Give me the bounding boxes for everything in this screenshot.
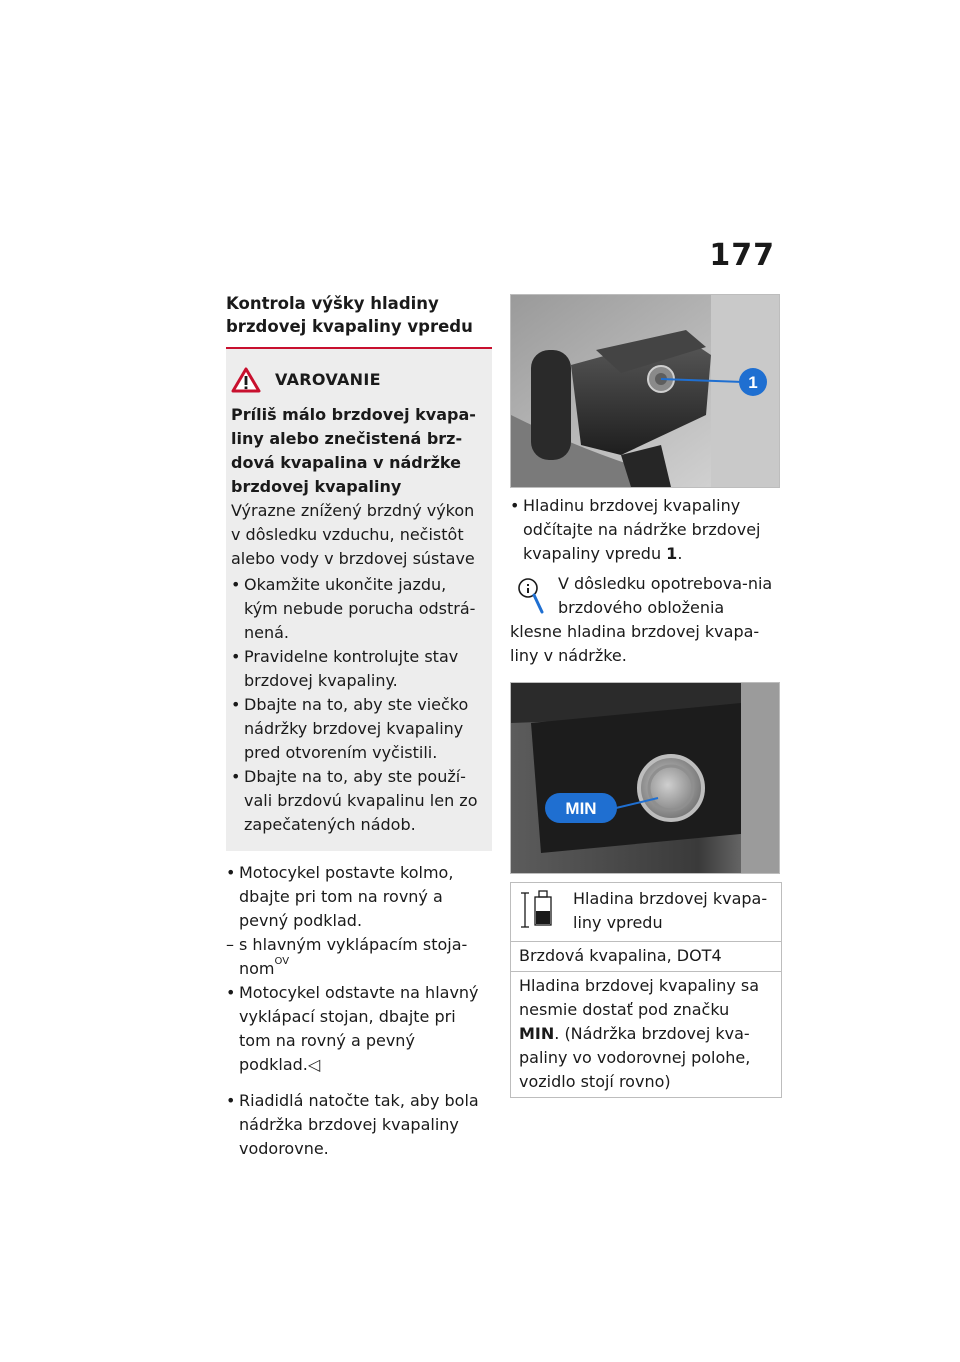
warning-triangle-icon (231, 367, 261, 393)
warning-header (231, 367, 482, 393)
spec-title: Hladina brzdovej kvapa-liny vpredu (573, 889, 768, 932)
end-marker-icon: ◁ (307, 1055, 321, 1074)
warning-box (226, 349, 492, 851)
spec-header (511, 883, 781, 942)
warning-label: VAROVANIE (275, 370, 381, 389)
info-note (510, 572, 780, 668)
left-column (226, 288, 492, 1161)
warning-text: Výrazne znížený brzdný výkon v dôsledku vzduchu, nečistôt alebo vody v brzdovej sústave (231, 501, 475, 568)
step-item (226, 981, 492, 1077)
dash-icon: – (226, 935, 234, 954)
step-text: Motocykel postavte kolmo, dbajte pri tom na rovný a pevný podklad. (239, 863, 454, 930)
note-text: V dôsledku opotrebova-nia brzdového obloženia klesne hladina brzdovej kvapa-liny v nádržke. (510, 574, 773, 665)
bullet-icon: • (226, 863, 236, 882)
spec-description-row (511, 972, 781, 1097)
instruction-end: . (677, 544, 683, 563)
section-title-line-2: brzdovej kvapaliny vpredu (226, 317, 473, 336)
spec-fluid-row: Brzdová kvapalina, DOT4 (511, 942, 781, 972)
min-mark-photo (510, 682, 780, 874)
fluid-level-gauge-icon (519, 887, 559, 933)
warning-item: • Dbajte na to, aby ste viečko nádržky brzdovej kvapaliny pred otvorením vyčistili. (231, 693, 482, 765)
step-text: Motocykel odstavte na hlavný vyklápací stojan, dbajte pri tom na rovný a pevný podklad. (239, 983, 479, 1074)
step-text: Riadidlá natočte tak, aby bola nádržka brzdovej kvapaliny vodorovne. (239, 1091, 479, 1158)
spec-table (510, 882, 782, 1098)
step-text: s hlavným vyklápacím stoja-nom (239, 935, 468, 978)
page-number: 177 (709, 238, 775, 273)
spec-desc-text-end: . (Nádržka brzdovej kva-paliny vo vodorovnej polohe, vozidlo stojí rovno) (519, 1024, 751, 1091)
step-item (226, 933, 492, 981)
right-column (510, 294, 780, 1098)
procedure-steps (226, 861, 492, 1161)
step-item (226, 1089, 492, 1161)
step-item (226, 861, 492, 933)
section-title-line-1: Kontrola výšky hladiny (226, 294, 439, 313)
reference-number: 1 (666, 544, 678, 563)
warning-item: • Pravidelne kontrolujte stav brzdovej kvapaliny. (231, 645, 482, 693)
callout-label: 1 (748, 373, 758, 392)
section-title (226, 292, 492, 338)
warning-item: • Okamžite ukončite jazdu, kým nebude porucha odstrá-nená. (231, 573, 482, 645)
bullet-icon: • (226, 1091, 236, 1110)
brake-reservoir-photo (510, 294, 780, 488)
spec-min-mark: MIN (519, 1024, 555, 1043)
option-code: OV (274, 956, 290, 967)
spec-desc-text: Hladina brzdovej kvapaliny sa nesmie dostať pod značku (519, 976, 760, 1019)
bullet-icon: • (226, 983, 236, 1002)
min-callout-label: MIN (565, 799, 597, 818)
warning-title: Príliš málo brzdovej kvapa-liny alebo znečistená brz-dová kvapalina v nádržke brzdovej kvapaliny (231, 405, 476, 496)
bullet-icon: • (510, 496, 520, 515)
info-icon (510, 574, 550, 620)
instruction-bullet (510, 494, 780, 566)
warning-list (231, 573, 482, 837)
instruction-text: Hladinu brzdovej kvapaliny odčítajte na nádržke brzdovej kvapaliny vpredu (523, 496, 761, 563)
warning-item: • Dbajte na to, aby ste použí-vali brzdovú kvapalinu len zo zapečatených nádob. (231, 765, 482, 837)
